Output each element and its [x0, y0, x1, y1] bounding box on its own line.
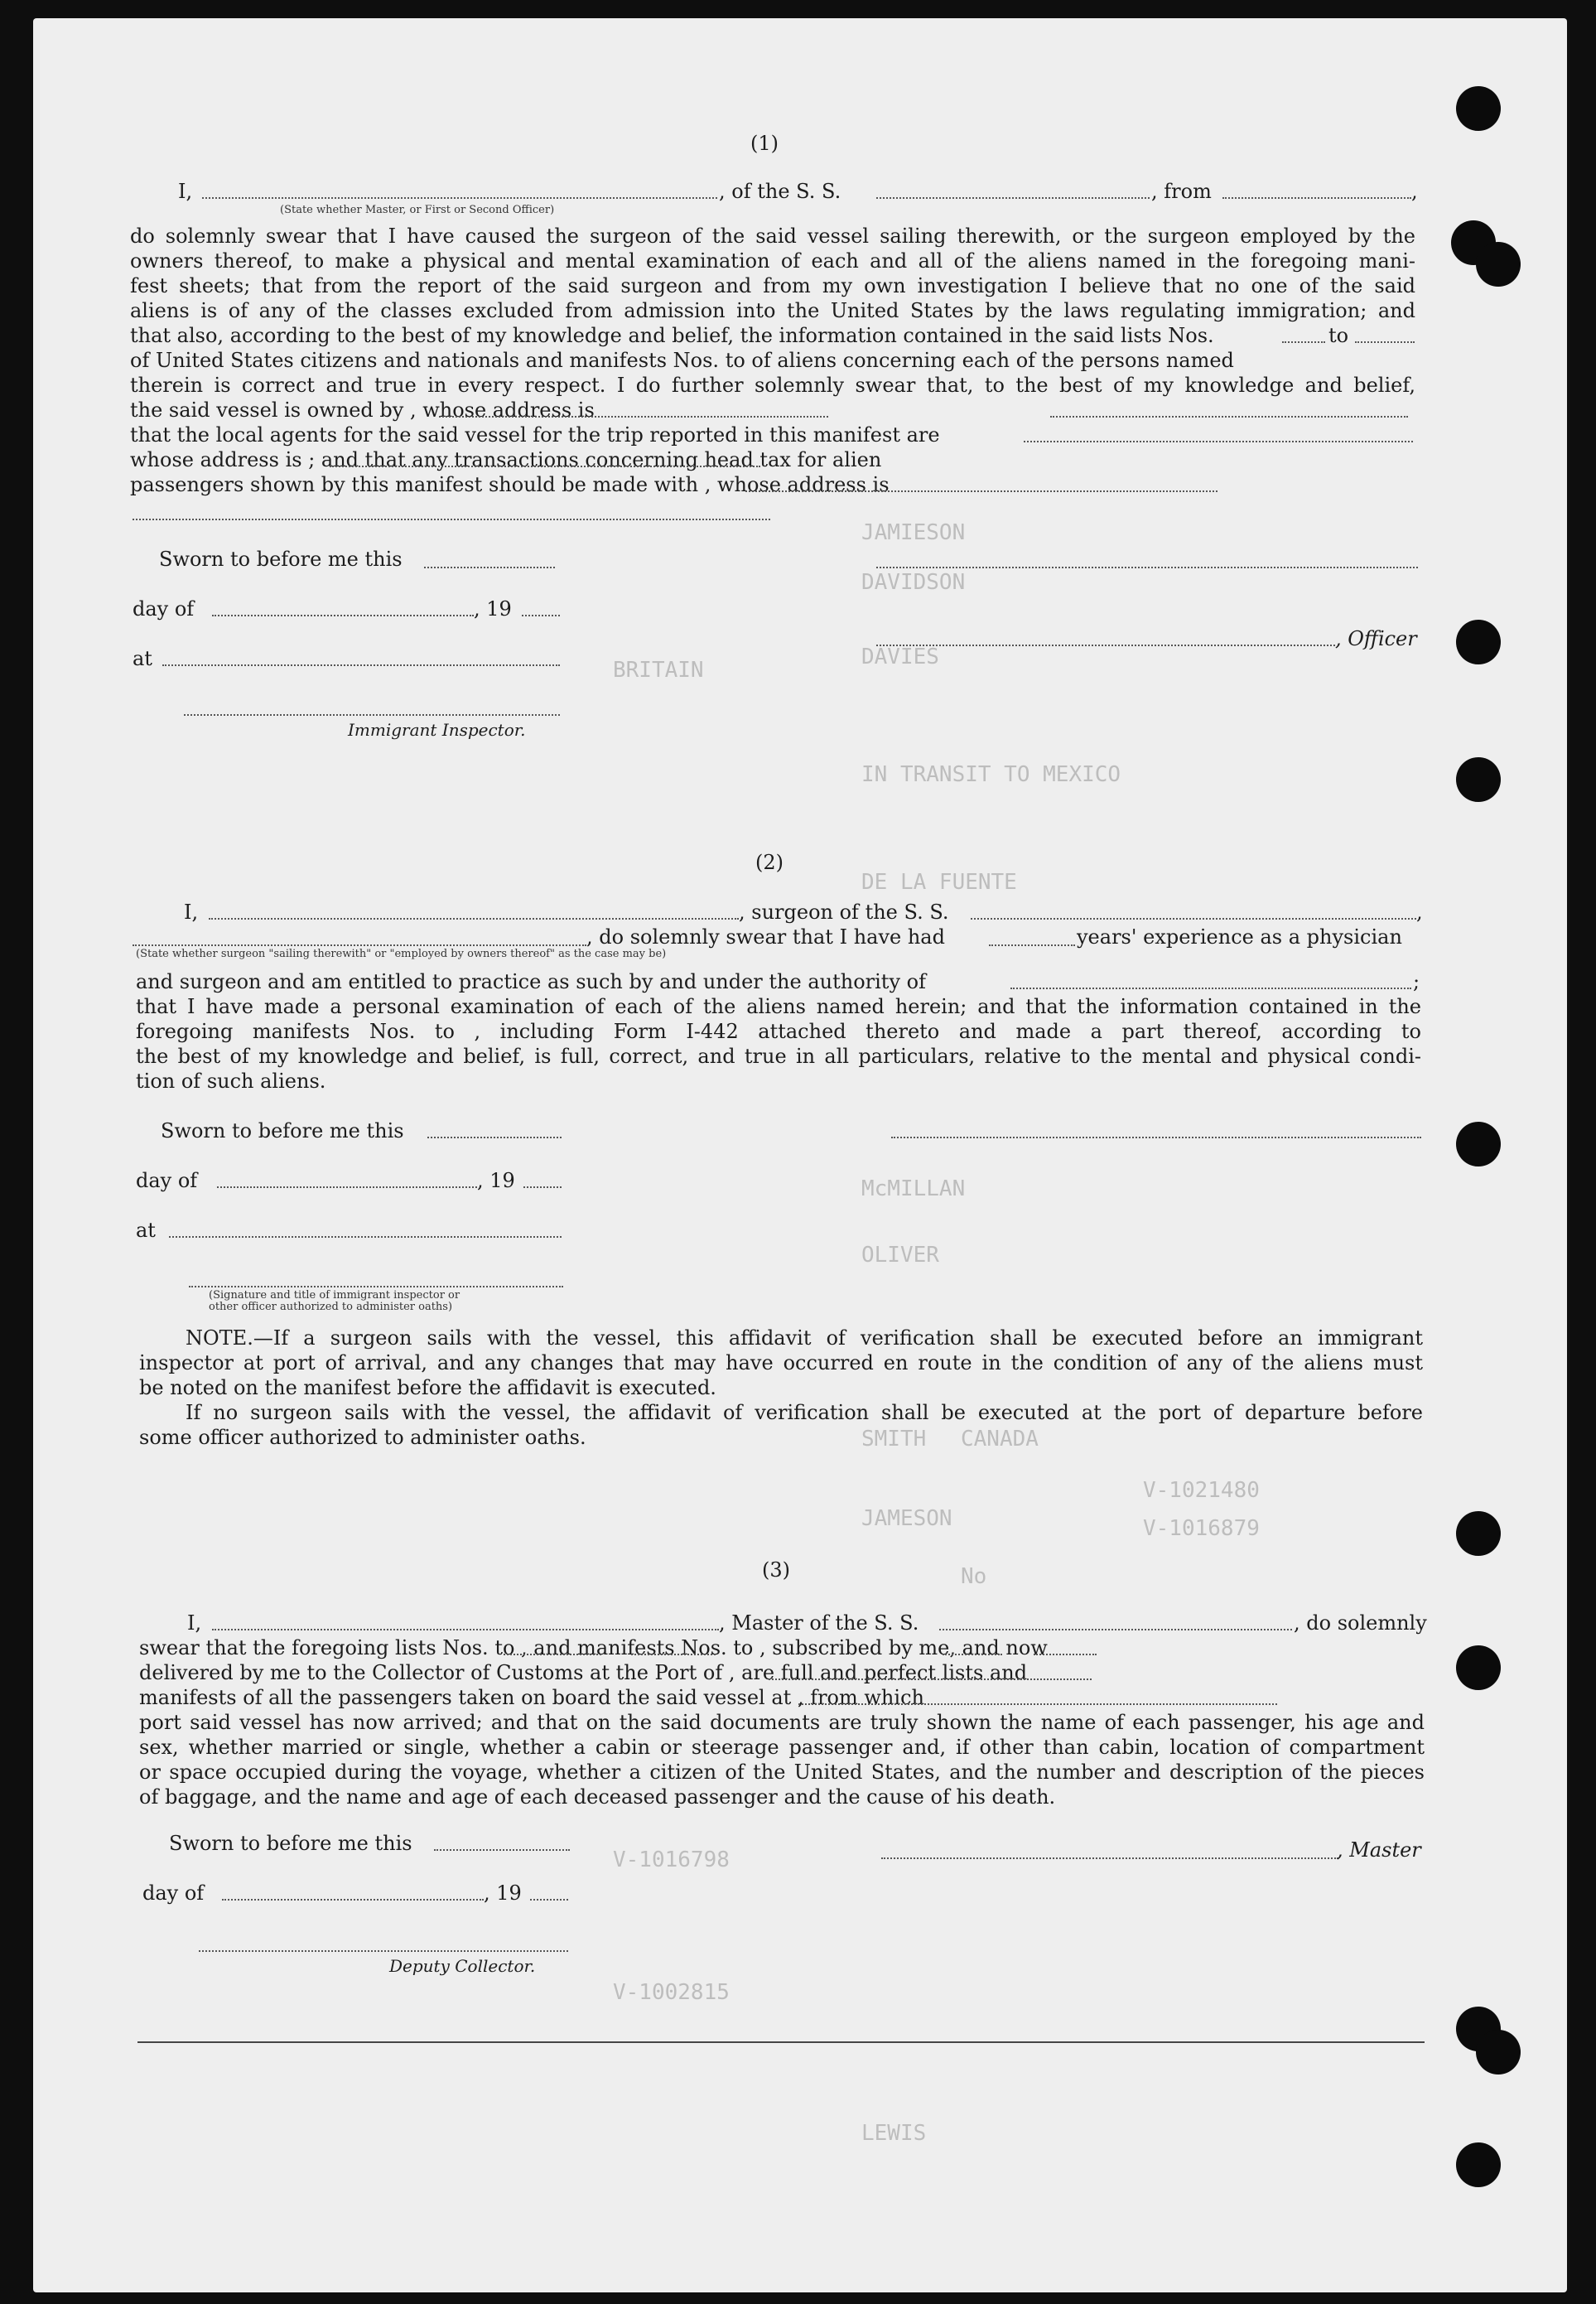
owner-field[interactable] [439, 416, 828, 418]
from-label: , from [1151, 180, 1212, 203]
sworn-date-field[interactable] [427, 1137, 562, 1138]
master-of-label: , Master of the S. S. [719, 1611, 919, 1635]
field-hint: (State whether surgeon "sailing therewith" or "employed by owners thereof" as the case may be) [136, 948, 667, 960]
ship-name-field[interactable] [971, 918, 1416, 920]
paragraph-line: or space occupied during the voyage, whether a citizen of the United States, and the number and description of the pieces [139, 1761, 1425, 1784]
note-line: some officer authorized to administer oaths. [139, 1426, 586, 1449]
year-field[interactable] [530, 1899, 568, 1901]
at-label: at [136, 1219, 156, 1242]
manifests-nos-field[interactable] [943, 1654, 1002, 1655]
at-label: at [133, 647, 152, 670]
bleed-through-text: LEWIS [861, 2121, 927, 2146]
bleed-through-text: V-1021480 [1143, 1478, 1260, 1503]
to-label: to [1328, 324, 1349, 347]
at-field[interactable] [169, 1236, 562, 1238]
collector-caption: Deputy Collector. [389, 1956, 536, 1976]
owner-address-field[interactable] [1050, 416, 1408, 418]
paragraph-line: port said vessel has now arrived; and that on the said documents are truly shown the name of each passenger, his age and [139, 1711, 1425, 1734]
surgeon-status-field[interactable] [133, 944, 586, 946]
punch-hole [1456, 620, 1501, 664]
surgeon-name-field[interactable] [209, 918, 739, 920]
paragraph-line: passengers shown by this manifest should be made with , whose address is [130, 473, 890, 496]
master-name-field[interactable] [212, 1629, 719, 1630]
lists-nos-to-field[interactable] [1355, 341, 1415, 343]
bleed-through-text: No [961, 1564, 987, 1589]
note-line: inspector at port of arrival, and any changes that may have occurred en route in the condition of any of the aliens must [139, 1351, 1423, 1374]
paragraph-line: foregoing manifests Nos. to , including Form I-442 attached thereto and made a part thereof, according to [136, 1020, 1421, 1043]
master-signature-line[interactable] [881, 1857, 1338, 1859]
month-field[interactable] [217, 1186, 477, 1188]
bleed-through-text: CANADA [961, 1427, 1039, 1451]
punch-hole [1456, 1511, 1501, 1556]
day-of-label: day of [133, 597, 195, 621]
year-field[interactable] [522, 615, 560, 616]
paragraph-line: that I have made a personal examination of each of the aliens named herein; and that the information contained in the [136, 995, 1421, 1018]
swear-label: , do solemnly swear that I have had [586, 925, 945, 949]
punch-hole [1456, 1122, 1501, 1166]
month-field[interactable] [212, 615, 474, 616]
bleed-through-text: McMILLAN [861, 1176, 966, 1201]
bottom-rule [137, 2041, 1425, 2043]
ship-name-field[interactable] [876, 197, 1150, 199]
bleed-through-text: IN TRANSIT TO MEXICO [861, 762, 1121, 787]
sworn-label: Sworn to before me this [169, 1832, 412, 1855]
note-line: NOTE.—If a surgeon sails with the vessel, this affidavit of verification shall be executed before an immigrant [186, 1326, 1423, 1350]
punch-hole [1476, 2030, 1521, 2075]
paragraph-line: tion of such aliens. [136, 1070, 326, 1093]
punch-hole [1456, 1645, 1501, 1690]
paragraph-line: therein is correct and true in every respect. I do further solemnly swear that, to the best of my knowledge and belief, [130, 374, 1415, 397]
master-caption: , Master [1337, 1838, 1421, 1862]
paragraph-line: that also, according to the best of my knowledge and belief, the information contained in the said lists Nos. [130, 324, 1214, 347]
paragraph-line: of United States citizens and nationals and manifests Nos. to of aliens concerning each of the persons named [130, 349, 1234, 372]
year-label: , 19 [477, 1169, 515, 1192]
punch-hole [1456, 86, 1501, 131]
year-label: , 19 [484, 1881, 522, 1905]
section-number: (3) [762, 1558, 790, 1582]
bleed-through-text: JAMIESON [861, 520, 966, 545]
officer-name-field[interactable] [202, 197, 717, 199]
oath-start: I, [178, 180, 193, 203]
bleed-through-text: BRITAIN [613, 658, 704, 683]
field-hint: (State whether Master, or First or Second Officer) [280, 204, 555, 216]
paragraph-line: swear that the foregoing lists Nos. to , and manifests Nos. to , subscribed by me, and now [139, 1636, 1048, 1659]
authority-field[interactable] [1010, 988, 1411, 989]
witness-line[interactable] [876, 567, 1418, 568]
years-label: years' experience as a physician [1077, 925, 1402, 949]
surgeon-of-label: , surgeon of the S. S. [739, 901, 949, 924]
lists-nos-field[interactable] [504, 1654, 601, 1655]
section-number: (2) [755, 851, 784, 874]
paragraph-line: of baggage, and the name and age of each deceased passenger and the cause of his death. [139, 1785, 1056, 1809]
day-of-label: day of [136, 1169, 198, 1192]
year-label: , 19 [474, 597, 512, 621]
at-field[interactable] [162, 664, 560, 666]
of-ss-label: , of the S. S. [719, 180, 841, 203]
years-field[interactable] [989, 944, 1075, 946]
lists-nos-field[interactable] [1282, 341, 1325, 343]
from-port-field[interactable] [1222, 197, 1411, 199]
signature-caption: (Signature and title of immigrant inspector or [209, 1289, 460, 1302]
sworn-date-field[interactable] [434, 1849, 570, 1851]
punch-hole [1456, 757, 1501, 802]
agents-address-field[interactable] [330, 466, 760, 467]
paragraph-line: and surgeon and am entitled to practice as such by and under the authority of [136, 970, 926, 993]
comma: , [1411, 180, 1418, 203]
paragraph-line: aliens is of any of the classes excluded from admission into the United States by the laws regulating immigration; and [130, 299, 1415, 322]
head-tax-address-field[interactable] [133, 519, 770, 520]
paragraph-line: whose address is ; and that any transactions concerning head tax for alien [130, 448, 882, 471]
section-number: (1) [750, 132, 779, 155]
bleed-through-text: V-1016879 [1143, 1516, 1260, 1541]
oath-start: I, [187, 1611, 202, 1635]
paragraph-line: do solemnly swear that I have caused the surgeon of the said vessel sailing therewith, or the surgeon employed by the [130, 225, 1415, 248]
sworn-label: Sworn to before me this [159, 548, 403, 571]
ship-name-field[interactable] [939, 1629, 1292, 1630]
month-field[interactable] [222, 1899, 484, 1901]
sworn-label: Sworn to before me this [161, 1119, 404, 1142]
officer-caption: , Officer [1335, 627, 1417, 650]
oath-start: I, [184, 901, 199, 924]
surgeon-signature-line[interactable] [891, 1137, 1421, 1138]
officer-signature-line[interactable] [876, 645, 1335, 646]
inspector-signature-line[interactable] [184, 714, 560, 716]
bleed-through-text: OLIVER [861, 1243, 939, 1268]
signature-caption: other officer authorized to administer oaths) [209, 1301, 453, 1313]
paragraph-line: the best of my knowledge and belief, is full, correct, and true in all particulars, relative to the mental and physical condi- [136, 1045, 1421, 1068]
bleed-through-text: DAVIDSON [861, 570, 966, 595]
do-solemnly-label: , do solemnly [1294, 1611, 1427, 1635]
manifests-to-field[interactable] [1034, 1654, 1097, 1655]
punch-hole [1476, 242, 1521, 287]
paragraph-line: the said vessel is owned by , whose address is [130, 398, 595, 422]
inspector-caption: Immigrant Inspector. [348, 720, 526, 740]
bleed-through-text: V-1002815 [613, 1980, 730, 2005]
paragraph-line: manifests of all the passengers taken on board the said vessel at , from which [139, 1686, 924, 1709]
note-line: If no surgeon sails with the vessel, the affidavit of verification shall be executed at the port of departure before [186, 1401, 1423, 1424]
lists-to-field[interactable] [631, 1654, 716, 1655]
note-line: be noted on the manifest before the affidavit is executed. [139, 1376, 716, 1399]
bleed-through-text: DE LA FUENTE [861, 870, 1017, 895]
bleed-through-text: JAMESON [861, 1506, 952, 1531]
comma: , [1416, 901, 1423, 924]
punch-hole [1456, 2142, 1501, 2187]
paragraph-line: fest sheets; that from the report of the said surgeon and from my own investigation I believe that no one of the said [130, 274, 1415, 297]
bleed-through-text: V-1016798 [613, 1848, 730, 1872]
paragraph-line: sex, whether married or single, whether a cabin or steerage passenger and, if other than cabin, location of compartment [139, 1736, 1425, 1759]
semicolon: ; [1413, 970, 1420, 993]
bleed-through-text: DAVIES [861, 645, 939, 669]
head-tax-field[interactable] [745, 490, 1217, 492]
inspector-signature-line[interactable] [189, 1286, 563, 1287]
sworn-date-field[interactable] [424, 567, 555, 568]
paragraph-line: that the local agents for the said vessel for the trip reported in this manifest are [130, 423, 940, 447]
paragraph-line: owners thereof, to make a physical and mental examination of each and all of the aliens named in the foregoing mani- [130, 249, 1415, 273]
collector-signature-line[interactable] [199, 1950, 568, 1952]
bleed-through-text: SMITH [861, 1427, 927, 1451]
paragraph-line: delivered by me to the Collector of Customs at the Port of , are full and perfect lists and [139, 1661, 1028, 1684]
departure-port-field[interactable] [798, 1703, 1277, 1705]
customs-port-field[interactable] [769, 1678, 1092, 1680]
agents-field[interactable] [1024, 441, 1413, 442]
year-field[interactable] [523, 1186, 562, 1188]
day-of-label: day of [142, 1881, 205, 1905]
